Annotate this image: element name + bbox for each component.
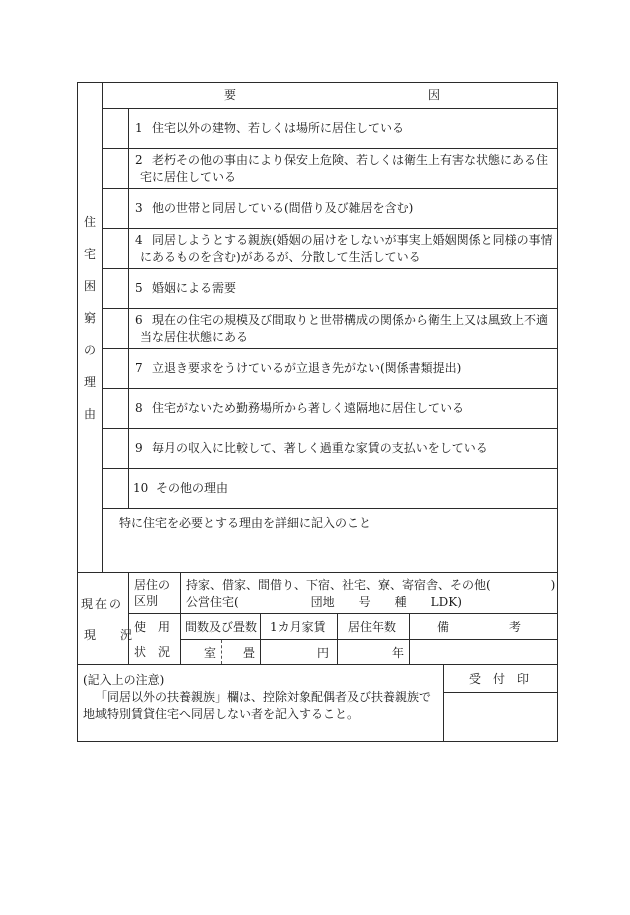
usage-col-line bbox=[260, 613, 261, 664]
detail-input-area[interactable] bbox=[103, 532, 557, 571]
reason-number: 1 bbox=[135, 121, 143, 135]
residence-type-label: 区別 bbox=[134, 594, 159, 608]
reason-number: 9 bbox=[135, 441, 143, 455]
reason-number: 7 bbox=[135, 361, 143, 375]
usage-label: 状 況 bbox=[134, 645, 171, 659]
stamp-area[interactable] bbox=[444, 693, 557, 741]
status-section-end bbox=[77, 664, 558, 665]
header-col1: 要 bbox=[224, 88, 237, 102]
side-label-char: 宅 bbox=[83, 247, 96, 261]
reason-number: 2 bbox=[135, 153, 143, 167]
reason-text: 立退き要求をうけているが立退き先がない(関係書類提出) bbox=[152, 361, 462, 375]
residence-type-label: 居住の bbox=[134, 578, 171, 592]
reason-number: 8 bbox=[135, 401, 143, 415]
side-label-char: 由 bbox=[83, 407, 96, 421]
reason-text: 他の世帯と同居している(間借り及び雑居を含む) bbox=[152, 201, 414, 215]
col-years-header: 居住年数 bbox=[348, 620, 397, 634]
row-line bbox=[102, 388, 558, 389]
row-line bbox=[102, 508, 558, 509]
status-subhead-divider bbox=[180, 572, 181, 664]
section-line bbox=[77, 572, 558, 573]
side-column-divider bbox=[102, 82, 103, 572]
current-status-label-2: 現 況 bbox=[84, 628, 139, 642]
status-label-divider bbox=[128, 572, 129, 664]
reason-number: 4 bbox=[135, 233, 143, 247]
row-line bbox=[102, 108, 558, 109]
side-label-char: 住 bbox=[83, 215, 96, 229]
reason-number: 5 bbox=[135, 281, 143, 295]
reason-text: 現在の住宅の規模及び間取りと世帯構成の関係から衛生上又は風致上不適当な居住状態にある bbox=[140, 313, 549, 344]
col-rent-header: 1カ月家賃 bbox=[270, 620, 326, 634]
reason-text: その他の理由 bbox=[156, 481, 229, 495]
row-line bbox=[102, 148, 558, 149]
reason-text: 毎月の収入に比較して、著しく過重な家賃の支払いをしている bbox=[152, 441, 488, 455]
col-rooms-header: 間数及び畳数 bbox=[185, 620, 258, 634]
public-housing-field[interactable]: 公営住宅( 団地 号 種 LDK) bbox=[186, 595, 462, 609]
detail-prompt: 特に住宅を必要とする理由を詳細に記入のこと bbox=[119, 516, 372, 530]
usage-col-line bbox=[337, 613, 338, 664]
side-label-char: 理 bbox=[83, 375, 96, 389]
row-line bbox=[102, 468, 558, 469]
reason-number: 6 bbox=[135, 313, 143, 327]
row-line bbox=[102, 308, 558, 309]
col-remarks-header: 備 考 bbox=[437, 620, 522, 634]
reason-text: 婚姻による需要 bbox=[152, 281, 237, 295]
unit-tatami[interactable]: 畳 bbox=[243, 646, 256, 660]
reason-text: 住宅以外の建物、若しくは場所に居住している bbox=[152, 121, 405, 135]
row-line bbox=[102, 228, 558, 229]
row-line bbox=[102, 428, 558, 429]
row-line bbox=[102, 348, 558, 349]
stamp-label: 受 付 印 bbox=[469, 672, 530, 686]
side-label-char: の bbox=[83, 343, 96, 357]
room-tatami-divider bbox=[221, 640, 222, 664]
usage-label: 使 用 bbox=[134, 620, 171, 634]
header-col2: 因 bbox=[428, 88, 441, 102]
reason-text: 老朽その他の事由により保安上危険、若しくは衛生上有害な状態にある住宅に居住している bbox=[140, 153, 549, 184]
reason-number: 3 bbox=[135, 201, 143, 215]
side-label-char: 困 bbox=[83, 279, 96, 293]
remarks-input[interactable] bbox=[410, 640, 557, 663]
current-status-label-1: 現在の bbox=[81, 597, 124, 611]
status-row-line bbox=[128, 613, 558, 614]
side-label-char: 窮 bbox=[83, 311, 96, 325]
unit-year[interactable]: 年 bbox=[392, 646, 405, 660]
reason-number: 10 bbox=[133, 481, 149, 495]
unit-yen[interactable]: 円 bbox=[317, 646, 330, 660]
notes-title: (記入上の注意) bbox=[83, 673, 165, 687]
reason-text: 住宅がないため勤務場所から著しく遠隔地に居住している bbox=[152, 401, 465, 415]
residence-options[interactable]: 持家、借家、間借り、下宿、社宅、寮、寄宿舎、その他( ) bbox=[186, 578, 556, 592]
row-line bbox=[102, 188, 558, 189]
notes-body: 「同居以外の扶養親族」欄は、控除対象配偶者及び扶養親族で地域特別賃貸住宅へ同居しない者を記入すること。 bbox=[83, 690, 432, 721]
unit-room[interactable]: 室 bbox=[204, 646, 217, 660]
reason-text: 同居しようとする親族(婚姻の届けをしないが事実上婚姻関係と同様の事情にあるものを含む)があるが、分散して生活している bbox=[140, 233, 553, 264]
row-line bbox=[102, 268, 558, 269]
